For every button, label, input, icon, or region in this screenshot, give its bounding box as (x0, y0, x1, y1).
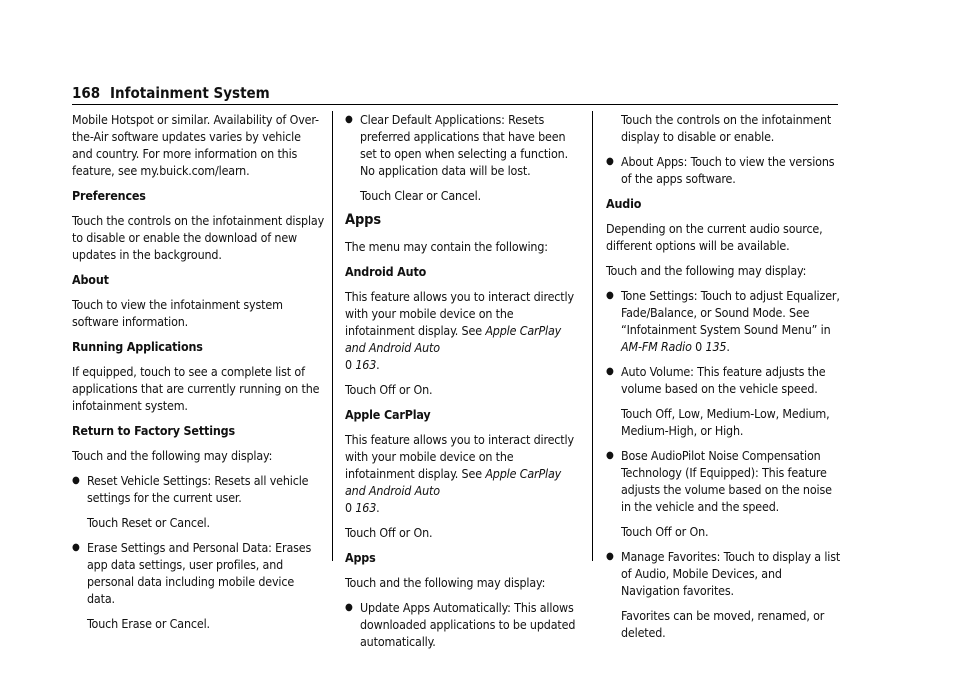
paragraph: Touch Off or On. (621, 524, 709, 539)
subheading-return-to-factory: Return to Factory Settings (72, 423, 235, 438)
paragraph: Touch and the following may display: (72, 448, 273, 463)
bullet-icon: ● (345, 602, 353, 613)
page-ref-icon: 0 (695, 339, 703, 354)
cross-reference-link[interactable]: Apple CarPlay and Android Auto (345, 466, 562, 498)
bullet-icon: ● (606, 290, 614, 301)
paragraph: This feature allows you to interact directly with your mobile device on the infotainment display. See Apple CarPlay and Android Auto 0 163. (345, 289, 574, 372)
page-reference[interactable]: 163 (355, 357, 377, 372)
paragraph: Touch Off or On. (345, 525, 433, 540)
page-reference[interactable]: 135 (705, 339, 727, 354)
column-divider (332, 111, 333, 561)
bullet-icon: ● (606, 450, 614, 461)
paragraph: Touch the controls on the infotainment display to disable or enable. (621, 112, 832, 144)
column-2 (345, 111, 581, 658)
paragraph: Touch Clear or Cancel. (360, 188, 481, 203)
paragraph: Touch Off or On. (345, 382, 433, 397)
bullet-icon: ● (72, 475, 80, 486)
page-ref-icon: 0 (345, 357, 352, 372)
cross-reference-link[interactable]: Apple CarPlay and Android Auto (345, 323, 562, 355)
header-rule (72, 104, 838, 105)
paragraph: Depending on the current audio source, different options will be available. (606, 221, 823, 253)
paragraph: If equipped, touch to see a complete list of applications that are currently running on the infotainment system. (72, 364, 320, 413)
paragraph: Touch Erase or Cancel. (87, 616, 210, 631)
paragraph: Touch Off, Low, Medium-Low, Medium, Medium-High, or High. (621, 406, 830, 438)
bullet-icon: ● (72, 542, 80, 553)
page-number: 168 (72, 84, 101, 102)
page-reference[interactable]: 163 (355, 500, 377, 515)
column-3 (606, 111, 842, 649)
subheading-about: About (72, 272, 109, 287)
column-divider (592, 111, 593, 561)
bullet-icon: ● (606, 551, 614, 562)
list-item: ● About Apps: Touch to view the versions of the apps software. (606, 154, 835, 186)
bullet-icon: ● (606, 156, 614, 167)
subheading-running-applications: Running Applications (72, 339, 203, 354)
heading-apps: Apps (345, 212, 381, 228)
paragraph: Touch and the following may display: (345, 575, 546, 590)
bullet-icon: ● (606, 366, 614, 377)
paragraph: Favorites can be moved, renamed, or deleted. (621, 608, 825, 640)
list-item: ● Bose AudioPilot Noise Compensation Technology (If Equipped): This feature adjusts the volume based on the noise in the vehicle and the speed. (606, 448, 832, 514)
subheading-audio: Audio (606, 196, 642, 211)
list-item: ● Auto Volume: This feature adjusts the volume based on the vehicle speed. (606, 364, 826, 396)
subheading-apple-carplay: Apple CarPlay (345, 407, 431, 422)
paragraph: Touch to view the infotainment system software information. (72, 297, 283, 329)
cross-reference-link[interactable]: AM-FM Radio (621, 339, 692, 354)
section-title: Infotainment System (110, 84, 270, 102)
list-item: ● Reset Vehicle Settings: Resets all vehicle settings for the current user. (72, 473, 309, 505)
paragraph: Touch the controls on the infotainment display to disable or enable the download of new updates in the background. (72, 213, 325, 262)
list-item: ● Clear Default Applications: Resets preferred applications that have been set to open when selecting a function. No application data will be lost. (345, 112, 568, 178)
list-item: ● Tone Settings: Touch to adjust Equalizer, Fade/Balance, or Sound Mode. See “Infotainment System Sound Menu” in AM-FM Radio 0 135. (606, 288, 840, 354)
list-item: ● Manage Favorites: Touch to display a list of Audio, Mobile Devices, and Navigation favorites. (606, 549, 841, 598)
list-item: ● Erase Settings and Personal Data: Erases app data settings, user profiles, and personal data including mobile device data. (72, 540, 312, 606)
subheading-android-auto: Android Auto (345, 264, 427, 279)
page-header (72, 84, 838, 104)
paragraph: Touch and the following may display: (606, 263, 807, 278)
paragraph: This feature allows you to interact directly with your mobile device on the infotainment display. See Apple CarPlay and Android Auto 0 163. (345, 432, 574, 515)
page-ref-icon: 0 (345, 500, 352, 515)
paragraph: The menu may contain the following: (345, 239, 548, 254)
list-item: ● Update Apps Automatically: This allows downloaded applications to be updated automatically. (345, 600, 576, 649)
subheading-preferences: Preferences (72, 188, 146, 203)
subheading-apps: Apps (345, 550, 376, 565)
bullet-icon: ● (345, 114, 353, 125)
paragraph: Mobile Hotspot or similar. Availability of Over-the-Air software updates varies by vehicle and country. For more information on this feature, see my.buick.com/learn. (72, 112, 319, 178)
column-1 (72, 111, 324, 640)
paragraph: Touch Reset or Cancel. (87, 515, 210, 530)
